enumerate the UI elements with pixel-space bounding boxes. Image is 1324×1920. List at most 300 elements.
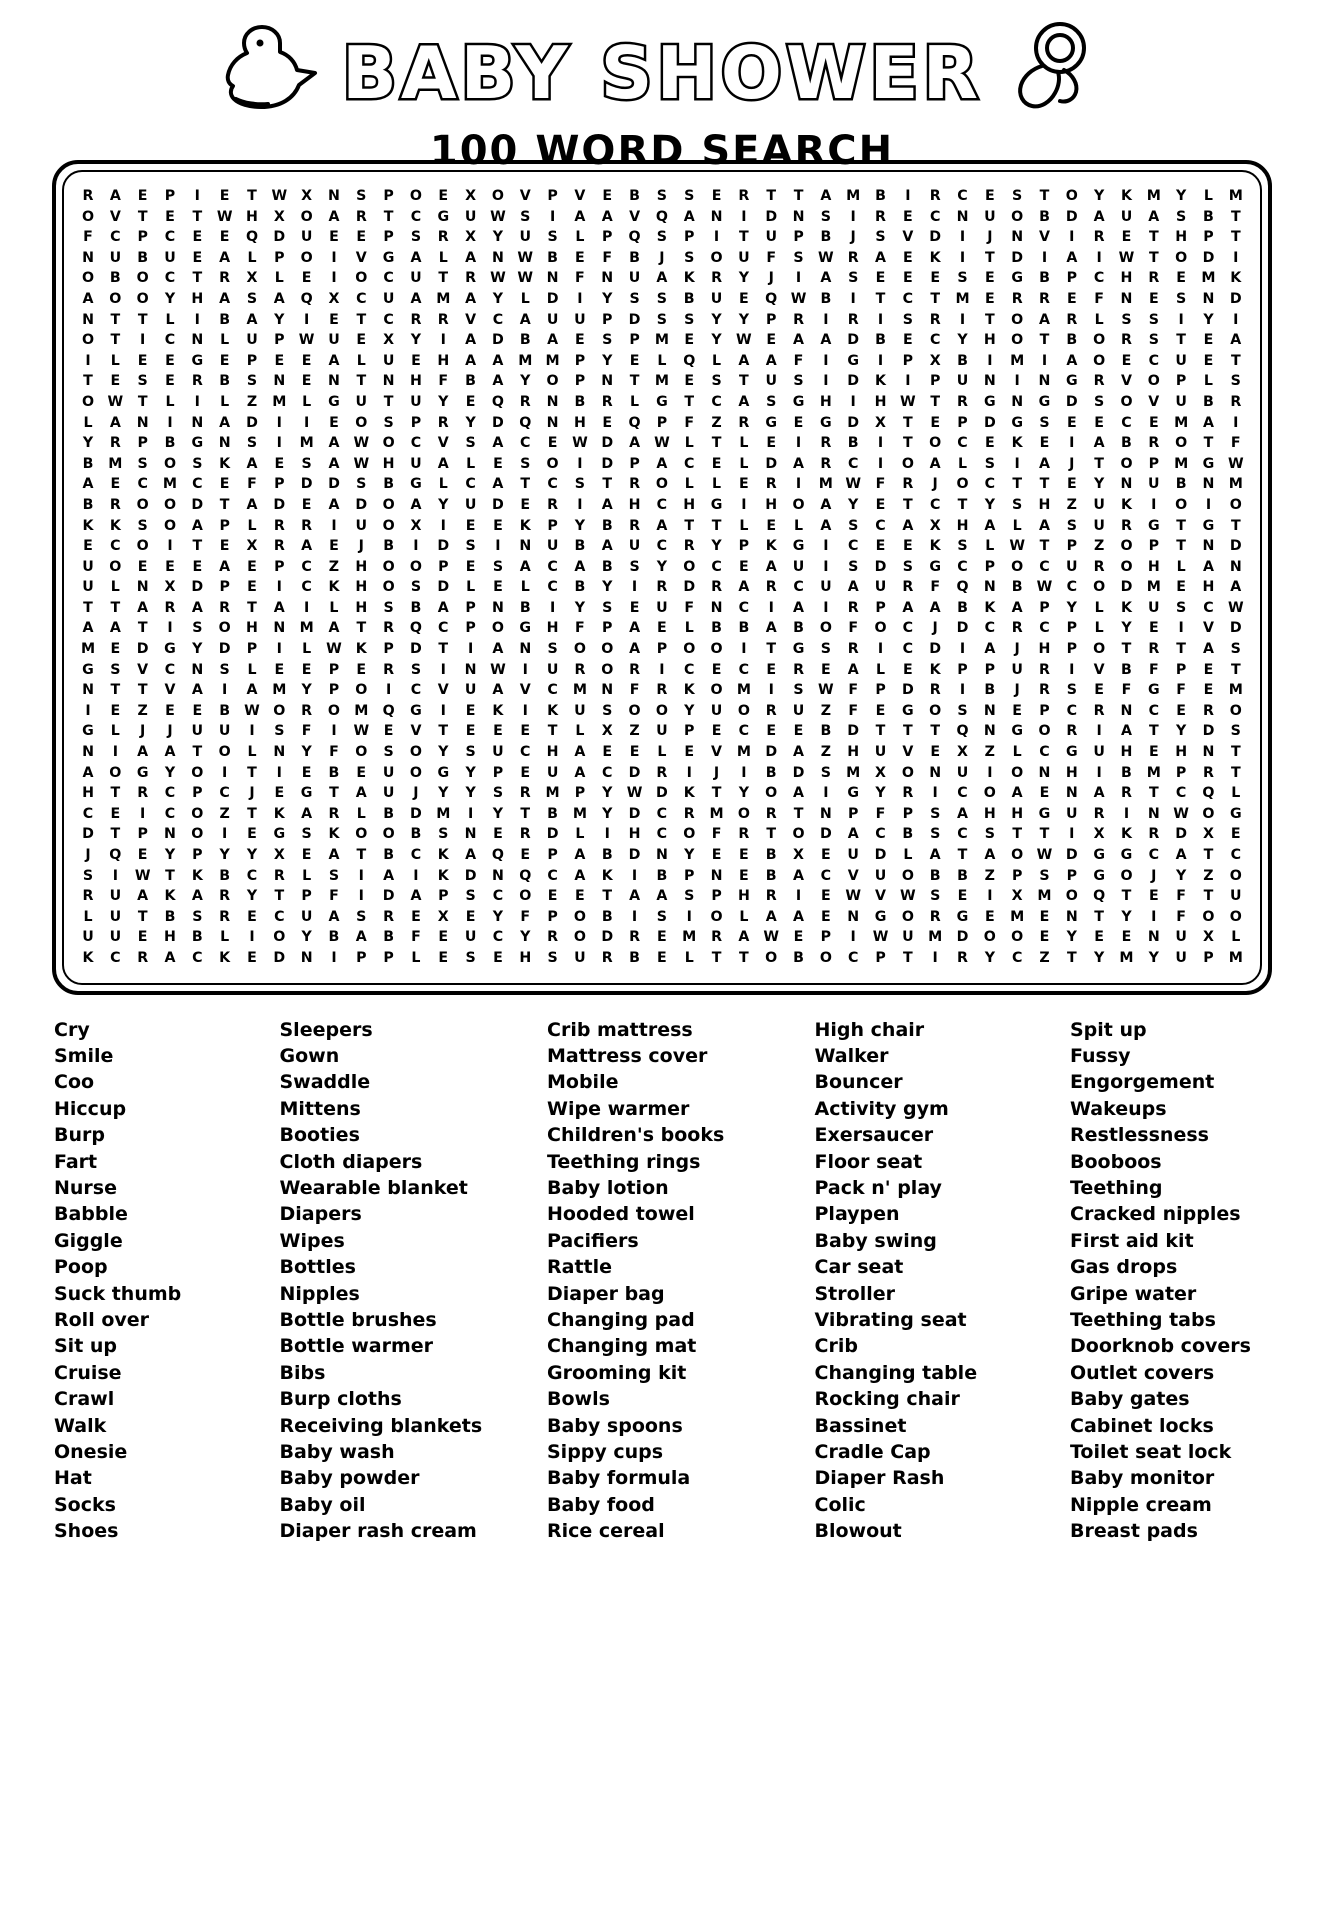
grid-letter: C bbox=[738, 723, 750, 740]
grid-letter: E bbox=[875, 270, 886, 287]
grid-letter: T bbox=[1230, 517, 1241, 534]
word-list-item: Giggle bbox=[54, 1229, 123, 1252]
grid-letter: R bbox=[738, 826, 750, 843]
grid-letter: K bbox=[219, 949, 231, 966]
grid-letter: M bbox=[818, 476, 833, 493]
word-list-item: Cabinet locks bbox=[1070, 1414, 1214, 1437]
grid-letter: R bbox=[629, 476, 641, 493]
grid-letter: S bbox=[383, 744, 394, 761]
grid-letter: F bbox=[793, 352, 804, 369]
grid-letter: A bbox=[410, 249, 422, 266]
grid-letter: L bbox=[411, 949, 421, 966]
grid-letter: I bbox=[713, 229, 720, 246]
grid-row bbox=[80, 886, 1244, 907]
grid-letter: S bbox=[82, 867, 94, 884]
grid-letter: N bbox=[464, 826, 477, 843]
grid-letter: O bbox=[382, 579, 395, 596]
grid-letter: O bbox=[300, 249, 313, 266]
grid-letter: N bbox=[82, 682, 94, 699]
word-list-item: Teething rings bbox=[547, 1150, 701, 1173]
grid-letter: N bbox=[82, 744, 94, 761]
grid-letter: E bbox=[766, 435, 777, 452]
grid-letter: U bbox=[300, 908, 313, 925]
grid-letter: N bbox=[601, 682, 614, 699]
grid-letter: T bbox=[192, 744, 203, 761]
grid-letter: W bbox=[845, 476, 862, 493]
grid-letter: M bbox=[1228, 476, 1243, 493]
grid-letter: R bbox=[765, 476, 777, 493]
word-list-item: Mattress cover bbox=[547, 1044, 708, 1067]
grid-letter: I bbox=[112, 867, 118, 884]
grid-letter: O bbox=[573, 641, 586, 658]
grid-letter: B bbox=[1203, 393, 1214, 410]
grid-letter: E bbox=[1039, 929, 1050, 946]
grid-letter: V bbox=[137, 661, 149, 678]
grid-row bbox=[80, 783, 1244, 804]
grid-letter: T bbox=[274, 888, 285, 905]
grid-letter: R bbox=[711, 929, 723, 946]
grid-letter: E bbox=[1148, 414, 1159, 431]
grid-letter: E bbox=[465, 723, 476, 740]
grid-letter: N bbox=[82, 311, 94, 328]
grid-letter: U bbox=[546, 764, 559, 781]
grid-letter: T bbox=[110, 785, 121, 802]
grid-letter: E bbox=[1148, 744, 1159, 761]
word-list-item: Baby gates bbox=[1070, 1388, 1190, 1411]
grid-letter: A bbox=[465, 847, 477, 863]
grid-letter: I bbox=[932, 949, 938, 966]
grid-letter: A bbox=[984, 847, 996, 863]
grid-letter: U bbox=[382, 352, 395, 369]
grid-letter: B bbox=[820, 229, 832, 246]
grid-letter: P bbox=[547, 908, 558, 925]
grid-letter: O bbox=[273, 929, 286, 946]
grid-letter: A bbox=[1093, 208, 1105, 225]
word-list-item: Wipes bbox=[279, 1229, 345, 1252]
grid-letter: W bbox=[517, 249, 534, 266]
word-list-item: Toilet seat lock bbox=[1070, 1441, 1232, 1464]
grid-letter: T bbox=[957, 847, 968, 863]
grid-letter: P bbox=[1148, 538, 1159, 555]
grid-letter: G bbox=[1202, 455, 1215, 472]
grid-letter: A bbox=[109, 414, 121, 431]
grid-letter: O bbox=[218, 744, 231, 761]
grid-letter: C bbox=[410, 847, 422, 863]
grid-letter: L bbox=[875, 661, 886, 678]
grid-letter: Z bbox=[1093, 538, 1105, 555]
grid-letter: H bbox=[546, 620, 559, 637]
grid-letter: B bbox=[793, 949, 804, 966]
grid-row bbox=[80, 186, 1244, 207]
grid-letter: C bbox=[492, 888, 504, 905]
grid-letter: G bbox=[847, 352, 860, 369]
grid-letter: A bbox=[629, 888, 641, 905]
grid-letter: T bbox=[602, 476, 613, 493]
grid-letter: T bbox=[137, 682, 148, 699]
grid-letter: P bbox=[410, 414, 422, 431]
word-list-item: Crib bbox=[814, 1335, 858, 1358]
grid-letter: S bbox=[1039, 867, 1050, 884]
grid-letter: E bbox=[301, 764, 312, 781]
grid-letter: E bbox=[274, 352, 285, 369]
grid-letter: P bbox=[274, 476, 285, 493]
grid-letter: O bbox=[1120, 867, 1133, 884]
grid-letter: A bbox=[219, 249, 231, 266]
grid-letter: L bbox=[657, 744, 667, 761]
grid-letter: B bbox=[929, 867, 941, 884]
grid-letter: O bbox=[1202, 805, 1215, 822]
word-list-item: Teething tabs bbox=[1070, 1309, 1216, 1332]
grid-letter: Y bbox=[246, 847, 258, 863]
grid-letter: G bbox=[1147, 682, 1160, 699]
grid-letter: U bbox=[1120, 208, 1133, 225]
grid-row bbox=[80, 268, 1244, 289]
grid-letter: C bbox=[410, 208, 422, 225]
grid-letter: B bbox=[601, 517, 613, 534]
grid-letter: N bbox=[1147, 929, 1160, 946]
grid-letter: U bbox=[1066, 805, 1078, 822]
grid-letter: E bbox=[902, 538, 913, 555]
grid-letter: Y bbox=[574, 517, 586, 534]
word-list-item: Rocking chair bbox=[814, 1388, 960, 1411]
grid-letter: U bbox=[984, 208, 996, 225]
grid-letter: U bbox=[109, 888, 122, 905]
grid-letter: I bbox=[795, 270, 802, 287]
grid-letter: F bbox=[930, 579, 941, 596]
word-list-item: Pack n' play bbox=[814, 1177, 942, 1199]
grid-letter: E bbox=[137, 558, 148, 575]
grid-letter: W bbox=[490, 270, 506, 287]
grid-letter: S bbox=[984, 455, 995, 472]
grid-letter: B bbox=[875, 332, 886, 349]
word-list-item: Baby oil bbox=[279, 1493, 366, 1516]
grid-letter: K bbox=[929, 249, 941, 266]
grid-letter: I bbox=[987, 352, 993, 369]
word-list-item: Diaper bag bbox=[547, 1282, 665, 1305]
word-list-item: Outlet covers bbox=[1070, 1361, 1215, 1384]
grid-letter: R bbox=[1202, 702, 1214, 719]
grid-letter: N bbox=[546, 414, 559, 431]
grid-letter: Y bbox=[1094, 188, 1105, 204]
grid-letter: V bbox=[465, 311, 477, 328]
grid-letter: R bbox=[820, 435, 832, 452]
grid-letter: A bbox=[109, 620, 121, 637]
grid-letter: E bbox=[493, 949, 503, 966]
grid-letter: M bbox=[1010, 908, 1025, 925]
grid-letter: R bbox=[629, 929, 641, 946]
grid-letter: A bbox=[765, 558, 777, 575]
grid-letter: B bbox=[711, 620, 722, 637]
grid-letter: P bbox=[547, 188, 558, 204]
grid-letter: O bbox=[355, 682, 368, 699]
grid-letter: E bbox=[957, 888, 968, 905]
grid-letter: B bbox=[820, 290, 832, 307]
grid-letter: V bbox=[711, 744, 723, 761]
grid-letter: U bbox=[765, 373, 777, 390]
grid-letter: A bbox=[1011, 785, 1023, 802]
grid-letter: O bbox=[683, 826, 696, 843]
grid-letter: K bbox=[1120, 496, 1132, 513]
grid-letter: S bbox=[1121, 311, 1132, 328]
word-list-item: Fussy bbox=[1070, 1044, 1131, 1067]
grid-letter: E bbox=[739, 290, 749, 307]
grid-letter: I bbox=[249, 723, 255, 740]
grid-letter: I bbox=[1151, 496, 1157, 513]
grid-letter: O bbox=[901, 764, 914, 781]
grid-letter: A bbox=[164, 744, 176, 761]
grid-letter: O bbox=[1093, 641, 1106, 658]
word-list-item: Bottles bbox=[279, 1256, 356, 1279]
grid-letter: N bbox=[1011, 229, 1024, 246]
grid-letter: S bbox=[1176, 599, 1187, 616]
grid-letter: R bbox=[1066, 723, 1078, 740]
grid-letter: U bbox=[902, 929, 914, 946]
grid-letter: I bbox=[823, 558, 829, 575]
word-list-item: Doorknob covers bbox=[1070, 1335, 1251, 1358]
grid-letter: B bbox=[957, 599, 968, 616]
grid-letter: T bbox=[984, 311, 995, 328]
grid-letter: I bbox=[467, 641, 474, 658]
grid-letter: E bbox=[219, 188, 230, 204]
grid-letter: N bbox=[601, 373, 614, 390]
grid-letter: U bbox=[355, 393, 368, 410]
grid-letter: Y bbox=[164, 764, 176, 781]
grid-letter: U bbox=[355, 517, 368, 534]
grid-letter: A bbox=[410, 496, 422, 513]
grid-row bbox=[80, 742, 1244, 763]
grid-letter: P bbox=[684, 723, 695, 740]
grid-letter: O bbox=[81, 332, 95, 349]
grid-row bbox=[80, 392, 1244, 413]
grid-letter: Y bbox=[1175, 188, 1187, 204]
grid-letter: T bbox=[739, 229, 749, 246]
grid-letter: M bbox=[736, 744, 751, 761]
grid-letter: L bbox=[302, 393, 312, 410]
grid-letter: P bbox=[192, 785, 203, 802]
grid-row bbox=[80, 866, 1244, 887]
word-search-grid-box bbox=[52, 160, 1272, 995]
grid-letter: X bbox=[929, 517, 941, 534]
grid-letter: U bbox=[246, 332, 258, 349]
grid-letter: G bbox=[1038, 393, 1051, 410]
grid-letter: Y bbox=[602, 352, 613, 369]
grid-letter: X bbox=[246, 270, 258, 287]
grid-letter: F bbox=[1230, 435, 1241, 452]
grid-letter: U bbox=[792, 702, 805, 719]
grid-letter: S bbox=[492, 785, 504, 802]
grid-letter: S bbox=[110, 661, 121, 678]
grid-letter: A bbox=[656, 888, 668, 905]
grid-letter: A bbox=[355, 785, 367, 802]
grid-letter: B bbox=[957, 352, 968, 369]
grid-letter: I bbox=[1151, 908, 1157, 925]
word-list-item: Roll over bbox=[54, 1309, 150, 1332]
grid-letter: S bbox=[602, 599, 613, 616]
grid-letter: N bbox=[710, 208, 723, 225]
grid-letter: N bbox=[273, 744, 286, 761]
grid-letter: T bbox=[930, 393, 941, 410]
grid-letter: E bbox=[137, 847, 148, 863]
grid-letter: Z bbox=[1203, 867, 1214, 884]
grid-letter: B bbox=[82, 496, 94, 513]
grid-letter: E bbox=[438, 188, 449, 204]
grid-letter: H bbox=[956, 517, 969, 534]
grid-letter: T bbox=[903, 496, 913, 513]
grid-letter: W bbox=[763, 929, 780, 946]
grid-letter: T bbox=[1039, 332, 1050, 349]
grid-letter: B bbox=[383, 929, 395, 946]
grid-letter: O bbox=[1175, 496, 1188, 513]
grid-letter: L bbox=[1231, 785, 1241, 802]
grid-letter: C bbox=[929, 208, 941, 225]
word-list-item: Sippy cups bbox=[547, 1441, 664, 1464]
grid-letter: T bbox=[520, 476, 531, 493]
grid-letter: T bbox=[329, 785, 339, 802]
grid-letter: Y bbox=[602, 785, 613, 802]
grid-letter: A bbox=[793, 332, 805, 349]
grid-letter: L bbox=[739, 435, 749, 452]
grid-letter: H bbox=[164, 929, 176, 946]
grid-letter: C bbox=[383, 311, 394, 328]
grid-letter: M bbox=[709, 805, 724, 822]
grid-letter: A bbox=[465, 352, 477, 369]
grid-letter: R bbox=[765, 702, 777, 719]
grid-letter: R bbox=[1011, 620, 1023, 637]
grid-letter: C bbox=[711, 558, 722, 575]
grid-letter: S bbox=[656, 188, 667, 204]
grid-letter: H bbox=[246, 208, 258, 225]
grid-letter: T bbox=[1121, 888, 1132, 905]
grid-letter: O bbox=[819, 620, 832, 637]
grid-letter: P bbox=[984, 661, 996, 678]
grid-letter: X bbox=[164, 579, 176, 596]
grid-letter: R bbox=[929, 311, 941, 328]
grid-letter: O bbox=[136, 270, 149, 287]
grid-letter: D bbox=[136, 641, 149, 658]
grid-letter: A bbox=[629, 641, 641, 658]
grid-letter: D bbox=[956, 929, 969, 946]
grid-letter: Q bbox=[765, 290, 778, 307]
grid-letter: I bbox=[112, 744, 118, 761]
grid-letter: P bbox=[1066, 641, 1078, 658]
grid-letter: E bbox=[520, 764, 531, 781]
grid-letter: L bbox=[712, 476, 722, 493]
grid-letter: J bbox=[1069, 455, 1075, 472]
grid-letter: U bbox=[847, 847, 859, 863]
grid-letter: I bbox=[795, 435, 802, 452]
grid-letter: R bbox=[437, 311, 449, 328]
grid-letter: T bbox=[438, 723, 449, 740]
word-list-item: Nurse bbox=[54, 1177, 117, 1199]
grid-letter: C bbox=[164, 785, 176, 802]
grid-letter: R bbox=[629, 661, 641, 678]
grid-letter: R bbox=[929, 908, 941, 925]
grid-row bbox=[80, 804, 1244, 825]
grid-letter: E bbox=[137, 188, 148, 204]
grid-row bbox=[80, 454, 1244, 475]
grid-letter: A bbox=[191, 599, 203, 616]
grid-letter: A bbox=[875, 249, 886, 266]
grid-letter: T bbox=[711, 785, 722, 802]
grid-letter: T bbox=[520, 805, 531, 822]
word-list-item: Bassinet bbox=[814, 1414, 907, 1437]
grid-letter: T bbox=[875, 290, 886, 307]
grid-letter: N bbox=[491, 599, 504, 616]
grid-letter: P bbox=[383, 188, 394, 204]
grid-letter: N bbox=[1120, 702, 1133, 719]
grid-letter: R bbox=[219, 599, 231, 616]
grid-letter: F bbox=[1148, 661, 1159, 678]
grid-letter: E bbox=[247, 908, 257, 925]
grid-letter: I bbox=[823, 599, 829, 616]
grid-letter: R bbox=[1093, 805, 1105, 822]
word-list-item: Baby wash bbox=[279, 1441, 395, 1464]
grid-letter: O bbox=[1229, 496, 1242, 513]
grid-letter: L bbox=[520, 579, 530, 596]
grid-letter: I bbox=[1096, 249, 1102, 266]
grid-letter: B bbox=[957, 867, 968, 884]
grid-letter: I bbox=[877, 311, 884, 328]
word-list-item: Breast pads bbox=[1070, 1520, 1198, 1543]
grid-letter: B bbox=[820, 723, 832, 740]
grid-letter: O bbox=[683, 558, 696, 575]
grid-letter: W bbox=[900, 888, 916, 905]
grid-letter: B bbox=[328, 929, 340, 946]
grid-letter: C bbox=[957, 826, 968, 843]
grid-letter: A bbox=[137, 599, 149, 616]
grid-letter: H bbox=[819, 393, 832, 410]
grid-letter: G bbox=[710, 496, 723, 513]
grid-letter: T bbox=[1039, 826, 1050, 843]
grid-letter: E bbox=[219, 352, 230, 369]
grid-letter: D bbox=[410, 641, 422, 658]
grid-letter: U bbox=[382, 785, 395, 802]
grid-letter: E bbox=[1148, 290, 1159, 307]
grid-letter: I bbox=[905, 373, 911, 390]
grid-letter: S bbox=[246, 373, 258, 390]
grid-letter: O bbox=[710, 682, 723, 699]
grid-letter: A bbox=[820, 517, 832, 534]
grid-letter: P bbox=[356, 949, 367, 966]
word-list-item: Fart bbox=[54, 1150, 98, 1173]
grid-letter: W bbox=[872, 929, 889, 946]
grid-letter: T bbox=[1148, 723, 1159, 740]
grid-letter: I bbox=[440, 517, 446, 534]
grid-letter: R bbox=[109, 496, 121, 513]
grid-letter: C bbox=[410, 435, 422, 452]
grid-letter: A bbox=[984, 517, 996, 534]
grid-letter: O bbox=[710, 641, 723, 658]
grid-letter: E bbox=[1203, 352, 1214, 369]
grid-letter: H bbox=[355, 599, 368, 616]
grid-row bbox=[80, 207, 1244, 228]
grid-letter: C bbox=[1039, 744, 1050, 761]
grid-letter: Q bbox=[628, 229, 641, 246]
grid-letter: I bbox=[741, 496, 747, 513]
grid-letter: L bbox=[684, 476, 694, 493]
grid-letter: S bbox=[410, 229, 422, 246]
grid-letter: B bbox=[519, 599, 531, 616]
grid-letter: O bbox=[983, 785, 996, 802]
grid-letter: T bbox=[438, 270, 449, 287]
grid-letter: S bbox=[684, 311, 695, 328]
grid-letter: S bbox=[438, 826, 449, 843]
grid-letter: C bbox=[520, 744, 531, 761]
grid-letter: L bbox=[957, 455, 968, 472]
grid-letter: D bbox=[191, 496, 204, 513]
grid-letter: E bbox=[711, 847, 722, 863]
word-list-item: Spit up bbox=[1070, 1018, 1147, 1041]
